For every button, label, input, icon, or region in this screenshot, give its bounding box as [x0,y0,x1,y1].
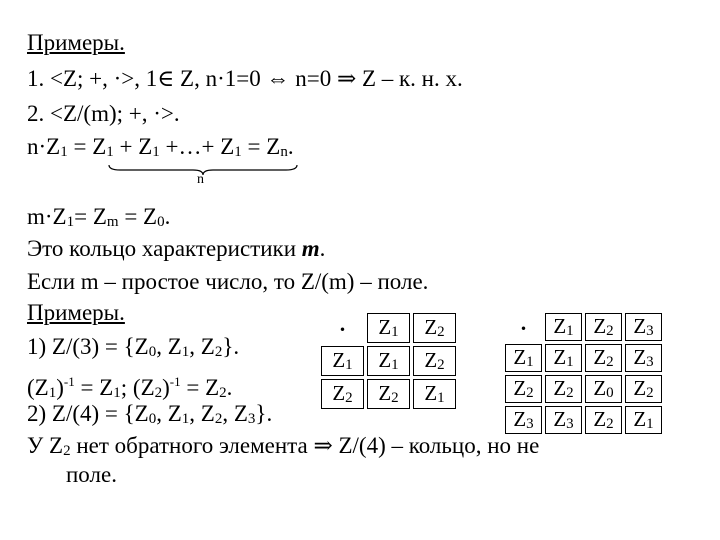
header-cell: $Z_2$ [413,313,456,343]
row-head: $Z_1$ [505,344,542,372]
table-cell: $Z_2$ [625,375,662,403]
table-cell: $Z_0$ [585,375,622,403]
table-cell: $Z_1$ [545,344,582,372]
example-line-2: 2. <Z/(m); +, ·>. [27,101,180,126]
table-cell: $Z_1$ [625,406,662,434]
z4-conclusion-cont: поле. [66,462,117,487]
operation-symbol: · [337,312,348,346]
table-row [505,344,662,372]
z4-set: 2) $Z/(4) = \{Z_0$, $Z_1$, $Z_2$, $Z_3$}. [27,401,273,427]
table-cell: $Z_2$ [413,346,456,376]
table-row [505,375,662,403]
table-cell: $Z_3$ [545,406,582,434]
table-cell: $Z_2$ [367,379,410,409]
table-cell: $Z_2$ [585,344,622,372]
prime-field-statement: Если m – простое число, то Z/(m) – поле. [27,269,429,294]
header-cell: $Z_1$ [545,313,582,341]
table-row [321,313,456,343]
examples-heading-1: Примеры. [27,30,125,55]
table-row [321,346,456,376]
examples-heading-2: Примеры. [27,300,125,325]
row-head: $Z_2$ [505,375,542,403]
table-row [505,313,662,341]
table-cell: $Z_2$ [545,375,582,403]
z3-inverses: $(Z_1)^{-1} = Z_1$; $(Z_2)^{-1} = Z_2$. [27,374,233,401]
characteristic-formula: $m\cdot Z_1= Z_m = Z_0$. [27,204,171,230]
operation-symbol: · [518,311,529,345]
table-cell: $Z_3$ [625,344,662,372]
example-line-1: 1. <Z; +, ·>, 1∈ Z, n·1=0 ⇔ n=0 ⇒ Z – к. н. х. [27,66,463,91]
cayley-table-z3 [318,310,459,412]
characteristic-text: Это кольцо характеристики m. [27,236,326,261]
table-row [321,379,456,409]
header-cell: $Z_3$ [625,313,662,341]
z3-set: 1) $Z/(3) = \{Z_0$, $Z_1$, $Z_2$}. [27,334,240,360]
row-head: $Z_2$ [321,379,364,409]
table-cell: $Z_2$ [585,406,622,434]
header-cell: $Z_1$ [367,313,410,343]
header-cell: $Z_2$ [585,313,622,341]
table-cell: $Z_1$ [413,379,456,409]
multiplication-line: $n\cdot Z_1 = Z_1 + Z_1$ +…+ $Z_1 = Z_n$. [27,134,294,160]
cayley-table-z4 [502,310,665,437]
table-row [505,406,662,434]
row-head: $Z_3$ [505,406,542,434]
z4-conclusion: У $Z_2$ нет обратного элемента ⇒ Z/(4) – кольцо, но не [27,433,540,459]
underbrace-label: n [197,172,204,187]
row-head: $Z_1$ [321,346,364,376]
table-cell: $Z_1$ [367,346,410,376]
